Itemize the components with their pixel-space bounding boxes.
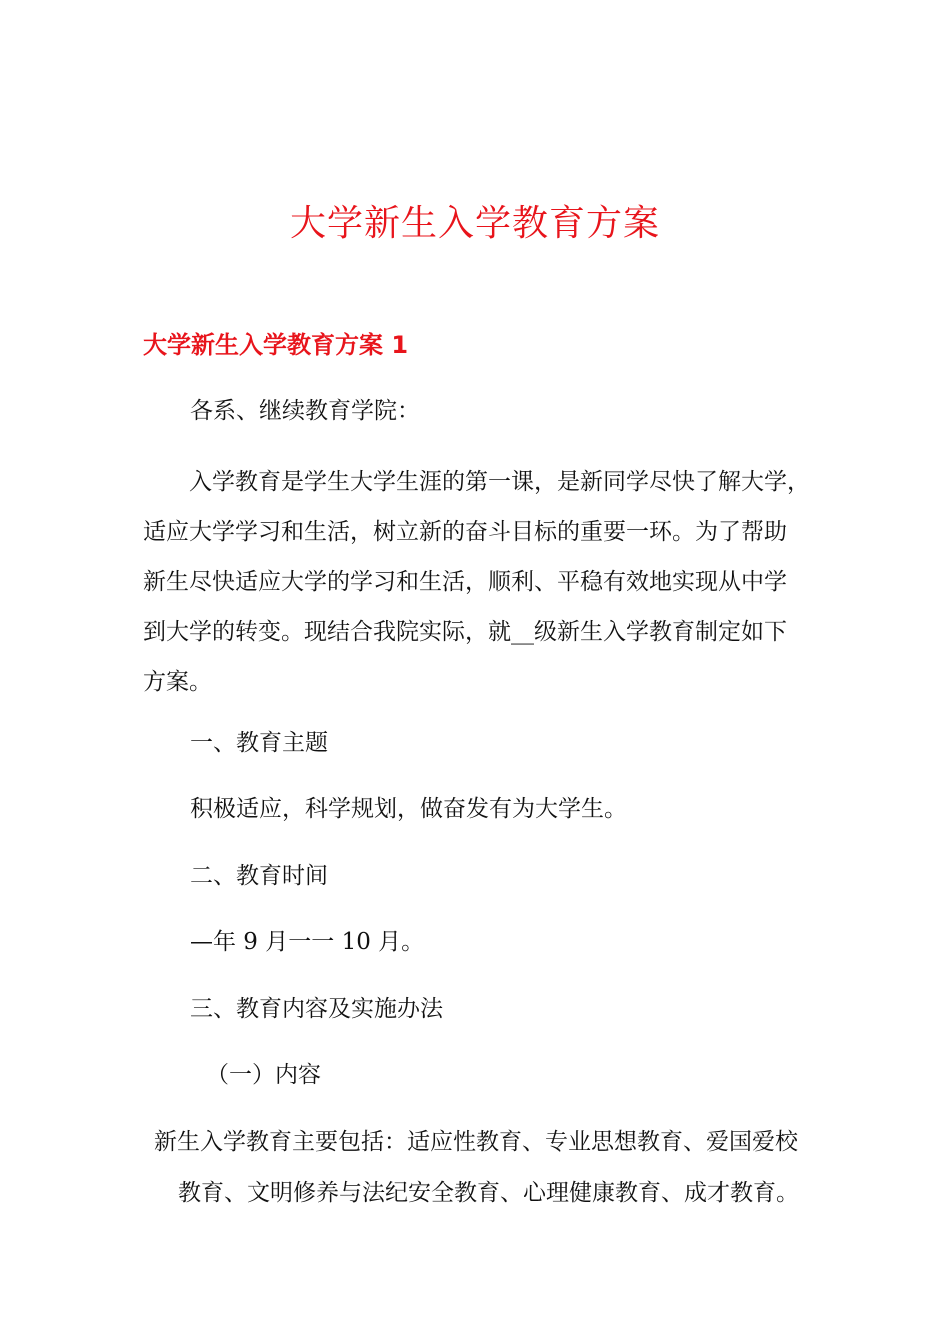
intro-line: 到大学的转变。现结合我院实际，就__级新生入学教育制定如下 bbox=[143, 619, 787, 645]
subheading-content: （一）内容 bbox=[206, 1062, 321, 1088]
intro-line: 入学教育是学生大学生涯的第一课，是新同学尽快了解大学， bbox=[143, 469, 810, 495]
content-line: 教育、文明修养与法纪安全教育、心理健康教育、成才教育。 bbox=[178, 1180, 799, 1206]
heading-time: 二、教育时间 bbox=[190, 863, 328, 889]
theme-text: 积极适应，科学规划，做奋发有为大学生。 bbox=[190, 796, 627, 822]
intro-paragraph bbox=[143, 457, 813, 707]
heading-content: 三、教育内容及实施办法 bbox=[190, 996, 443, 1022]
document-title: 大学新生入学教育方案 bbox=[289, 203, 660, 244]
salutation: 各系、继续教育学院： bbox=[190, 398, 420, 424]
time-text: —年 9 月一一 10 月。 bbox=[190, 929, 425, 955]
intro-line: 适应大学学习和生活，树立新的奋斗目标的重要一环。为了帮助 bbox=[143, 519, 787, 545]
heading-theme: 一、教育主题 bbox=[190, 730, 328, 756]
content-line: 新生入学教育主要包括：适应性教育、专业思想教育、爱国爱校 bbox=[154, 1129, 798, 1155]
intro-line: 方案。 bbox=[143, 669, 212, 695]
section-title: 大学新生入学教育方案 1 bbox=[143, 331, 409, 359]
intro-line: 新生尽快适应大学的学习和生活，顺利、平稳有效地实现从中学 bbox=[143, 569, 787, 595]
